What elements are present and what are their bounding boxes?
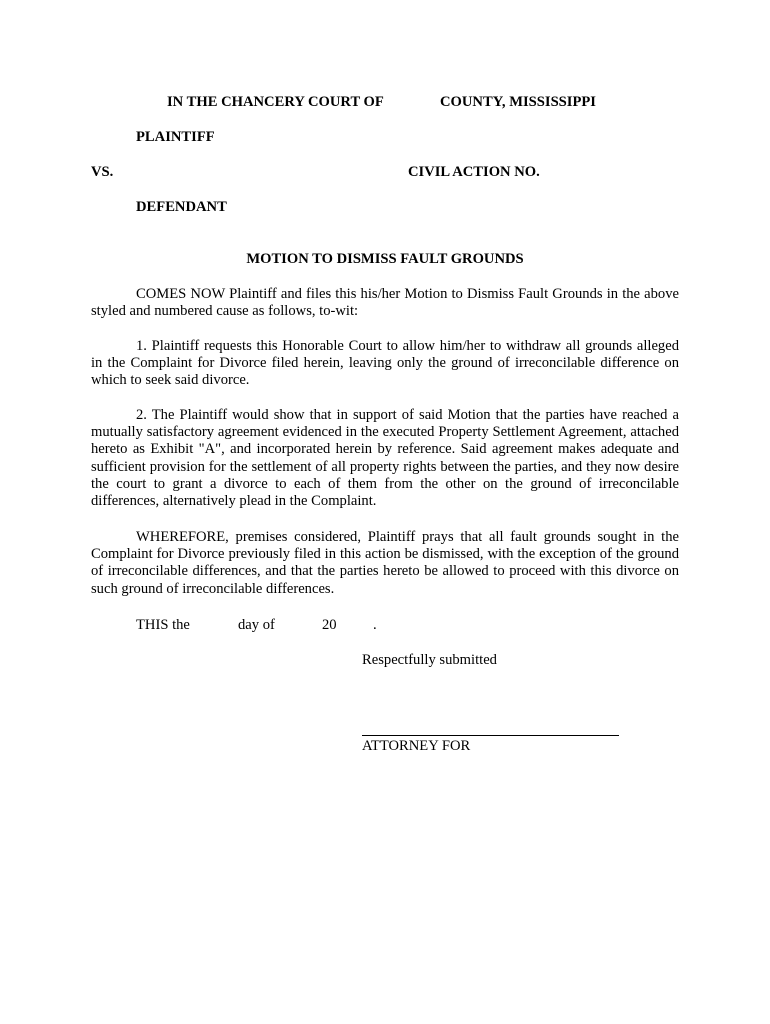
defendant-label: DEFENDANT <box>136 199 227 215</box>
plaintiff-label: PLAINTIFF <box>136 129 215 145</box>
intro-paragraph: COMES NOW Plaintiff and files this his/her Motion to Dismiss Fault Grounds in the above styled and numbered cause as follows, to-wit: <box>91 286 679 320</box>
paragraph-1: 1. Plaintiff requests this Honorable Court to allow him/her to withdraw all grounds alleged in the Complaint for Divorce filed herein, leaving only the ground of irreconcilable difference on which to seek said divorce. <box>91 338 679 389</box>
versus-label: VS. <box>91 164 114 180</box>
date-year-prefix: 20 <box>322 617 337 633</box>
respectfully-submitted: Respectfully submitted <box>362 652 497 668</box>
attorney-for-label: ATTORNEY FOR <box>362 738 471 754</box>
paragraph-2: 2. The Plaintiff would show that in support of said Motion that the parties have reached a mutually satisfactory agreement evidenced in the executed Property Settlement Agreement, attached hereto as Exhibit "A", and incorporated herein by reference. Said agreement makes adequate and sufficient provision for the settlement of all property rights between the parties, and they now desire the court to grant a divorce to each of them from the other on the ground of irreconcilable differences, alternatively plead in the Complaint. <box>91 407 679 510</box>
date-this-the: THIS the <box>136 617 190 633</box>
wherefore-paragraph: WHEREFORE, premises considered, Plaintiff prays that all fault grounds sought in the Complaint for Divorce previously filed in this action be dismissed, with the exception of the ground of irreconcilable differences, and that the parties hereto be allowed to proceed with this divorce on such ground of irreconcilable differences. <box>91 529 679 597</box>
date-day-of: day of <box>238 617 275 633</box>
date-period: . <box>373 617 377 633</box>
document-title: MOTION TO DISMISS FAULT GROUNDS <box>246 251 524 267</box>
court-heading-suffix: COUNTY, MISSISSIPPI <box>440 94 596 110</box>
signature-line <box>362 735 619 736</box>
court-heading-prefix: IN THE CHANCERY COURT OF <box>167 94 384 110</box>
civil-action-label: CIVIL ACTION NO. <box>408 164 540 180</box>
